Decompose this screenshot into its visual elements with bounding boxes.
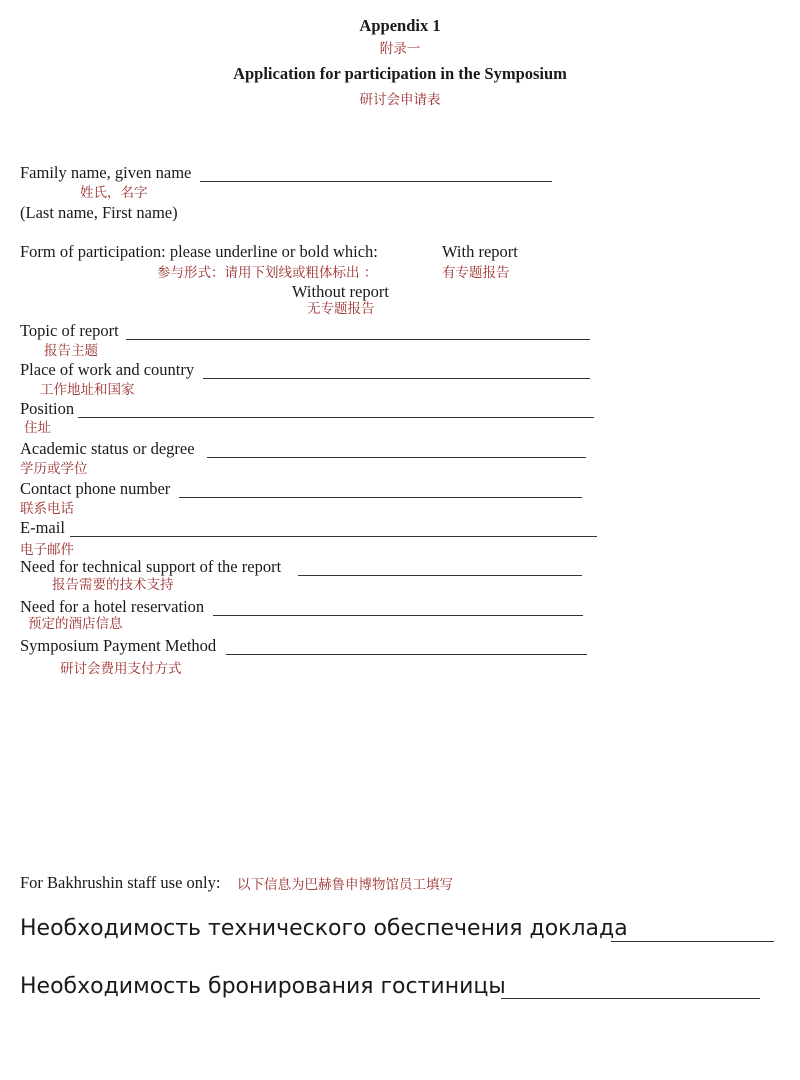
email-field[interactable] (70, 536, 597, 537)
topic-field[interactable] (126, 339, 590, 340)
academic-label: Academic status or degree (20, 439, 195, 458)
name-label-zh: 姓氏，名字 (80, 185, 148, 201)
hotel-label: Need for a hotel reservation (20, 597, 205, 616)
phone-label: Contact phone number (20, 479, 171, 498)
phone-label-zh: 联系电话 (20, 501, 74, 517)
hotel-field[interactable] (213, 615, 583, 616)
work-label: Place of work and country (20, 360, 195, 379)
position-label: Position (20, 399, 75, 418)
option-with-report-zh: 有专题报告 (442, 265, 510, 281)
position-label-zh: 住址 (24, 420, 51, 436)
topic-label: Topic of report (20, 321, 119, 340)
topic-label-zh: 报告主题 (44, 343, 98, 359)
ru-hotel-label: Необходимость бронирования гостиницы (20, 974, 506, 999)
hotel-label-zh: 预定的酒店信息 (28, 616, 123, 632)
form-title: Application for participation in the Symposium (233, 64, 567, 83)
payment-label-zh: 研讨会费用支付方式 (60, 661, 182, 677)
payment-label: Symposium Payment Method (20, 636, 217, 655)
academic-label-zh: 学历或学位 (20, 461, 88, 477)
email-label-zh: 电子邮件 (20, 542, 74, 558)
academic-field[interactable] (207, 457, 586, 458)
participation-label: Form of participation: please underline or bold which: (20, 242, 378, 261)
position-field[interactable] (78, 417, 594, 418)
ru-tech-support-label: Необходимость технического обеспечения доклада (20, 916, 628, 941)
phone-field[interactable] (179, 497, 582, 498)
work-field[interactable] (203, 378, 590, 379)
name-hint: (Last name, First name) (20, 203, 178, 222)
email-label: E-mail (20, 518, 65, 537)
participation-label-zh: 参与形式：请用下划线或粗体标出 ： (157, 265, 378, 281)
name-field[interactable] (200, 181, 552, 182)
option-without-report[interactable]: Without report (292, 282, 389, 301)
option-without-report-zh: 无专题报告 (307, 301, 375, 317)
appendix-heading-zh: 附录一 (379, 41, 421, 57)
staff-use-label: For Bakhrushin staff use only: (20, 873, 221, 892)
name-label: Family name, given name (20, 163, 192, 182)
appendix-heading: Appendix 1 (359, 16, 441, 35)
form-title-zh: 研讨会申请表 (359, 92, 441, 108)
work-label-zh: 工作地址和国家 (40, 382, 135, 398)
ru-tech-support-field[interactable] (611, 941, 774, 942)
tech-support-label-zh: 报告需要的技术支持 (52, 577, 174, 593)
tech-support-field[interactable] (298, 575, 582, 576)
ru-hotel-field[interactable] (501, 998, 760, 999)
tech-support-label: Need for technical support of the report (20, 557, 282, 576)
option-with-report[interactable]: With report (442, 242, 518, 261)
payment-field[interactable] (226, 654, 587, 655)
staff-use-label-zh: 以下信息为巴赫鲁申博物馆员工填写 (237, 877, 453, 893)
